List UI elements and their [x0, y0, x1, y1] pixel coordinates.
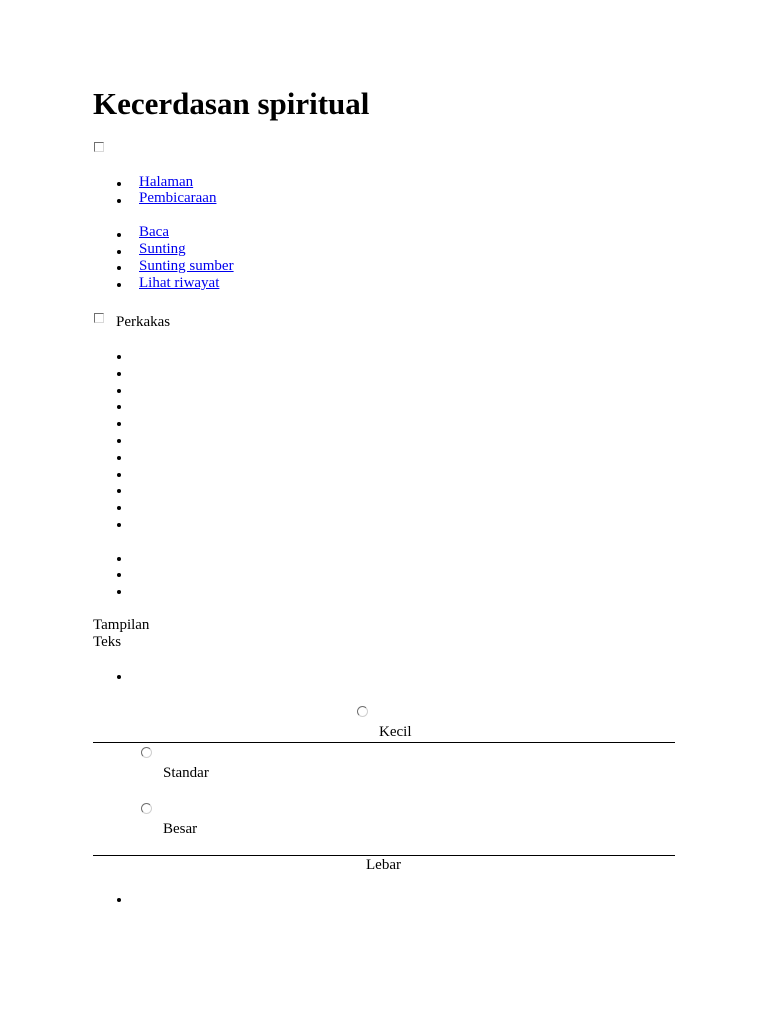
- appearance-heading: Tampilan: [93, 617, 150, 633]
- list-item: [117, 473, 121, 477]
- list-item: [117, 439, 121, 443]
- list-item: [117, 506, 121, 510]
- main-menu-checkbox[interactable]: [94, 142, 104, 152]
- list-bullet: [117, 182, 121, 186]
- list-item: [117, 355, 121, 359]
- list-bullet: [117, 283, 121, 287]
- list-bullet: [117, 250, 121, 254]
- tools-menu-checkbox[interactable]: [94, 313, 104, 323]
- divider: [93, 742, 675, 743]
- page-title: Kecerdasan spiritual: [93, 86, 370, 121]
- text-size-standard-label[interactable]: Standar: [163, 765, 209, 781]
- list-item: [117, 405, 121, 409]
- text-size-large-label[interactable]: Besar: [163, 821, 198, 837]
- width-heading: Lebar: [366, 857, 401, 873]
- tab-halaman[interactable]: Halaman: [139, 174, 194, 190]
- text-size-small-label[interactable]: Kecil: [379, 724, 412, 740]
- list-bullet: [117, 266, 121, 270]
- list-item: [117, 573, 121, 577]
- list-bullet: [117, 233, 121, 237]
- tab-sunting[interactable]: Sunting: [139, 241, 186, 257]
- list-item: [117, 389, 121, 393]
- tab-sunting-sumber[interactable]: Sunting sumber: [139, 258, 234, 274]
- divider: [93, 855, 675, 856]
- tab-baca[interactable]: Baca: [139, 224, 169, 240]
- list-item: [117, 372, 121, 376]
- text-size-small-radio[interactable]: [357, 706, 368, 717]
- list-item: [117, 898, 121, 902]
- list-item: [117, 590, 121, 594]
- list-item: [117, 422, 121, 426]
- tools-menu-label[interactable]: Perkakas: [116, 314, 171, 330]
- tab-pembicaraan[interactable]: Pembicaraan: [139, 190, 217, 206]
- list-item: [117, 456, 121, 460]
- list-bullet: [117, 199, 121, 203]
- text-size-standard-radio[interactable]: [141, 747, 152, 758]
- text-size-large-radio[interactable]: [141, 803, 152, 814]
- list-item: [117, 489, 121, 493]
- list-item: [117, 523, 121, 527]
- tab-lihat-riwayat[interactable]: Lihat riwayat: [139, 275, 220, 291]
- text-size-heading: Teks: [93, 634, 122, 650]
- list-item: [117, 557, 121, 561]
- list-item: [117, 675, 121, 679]
